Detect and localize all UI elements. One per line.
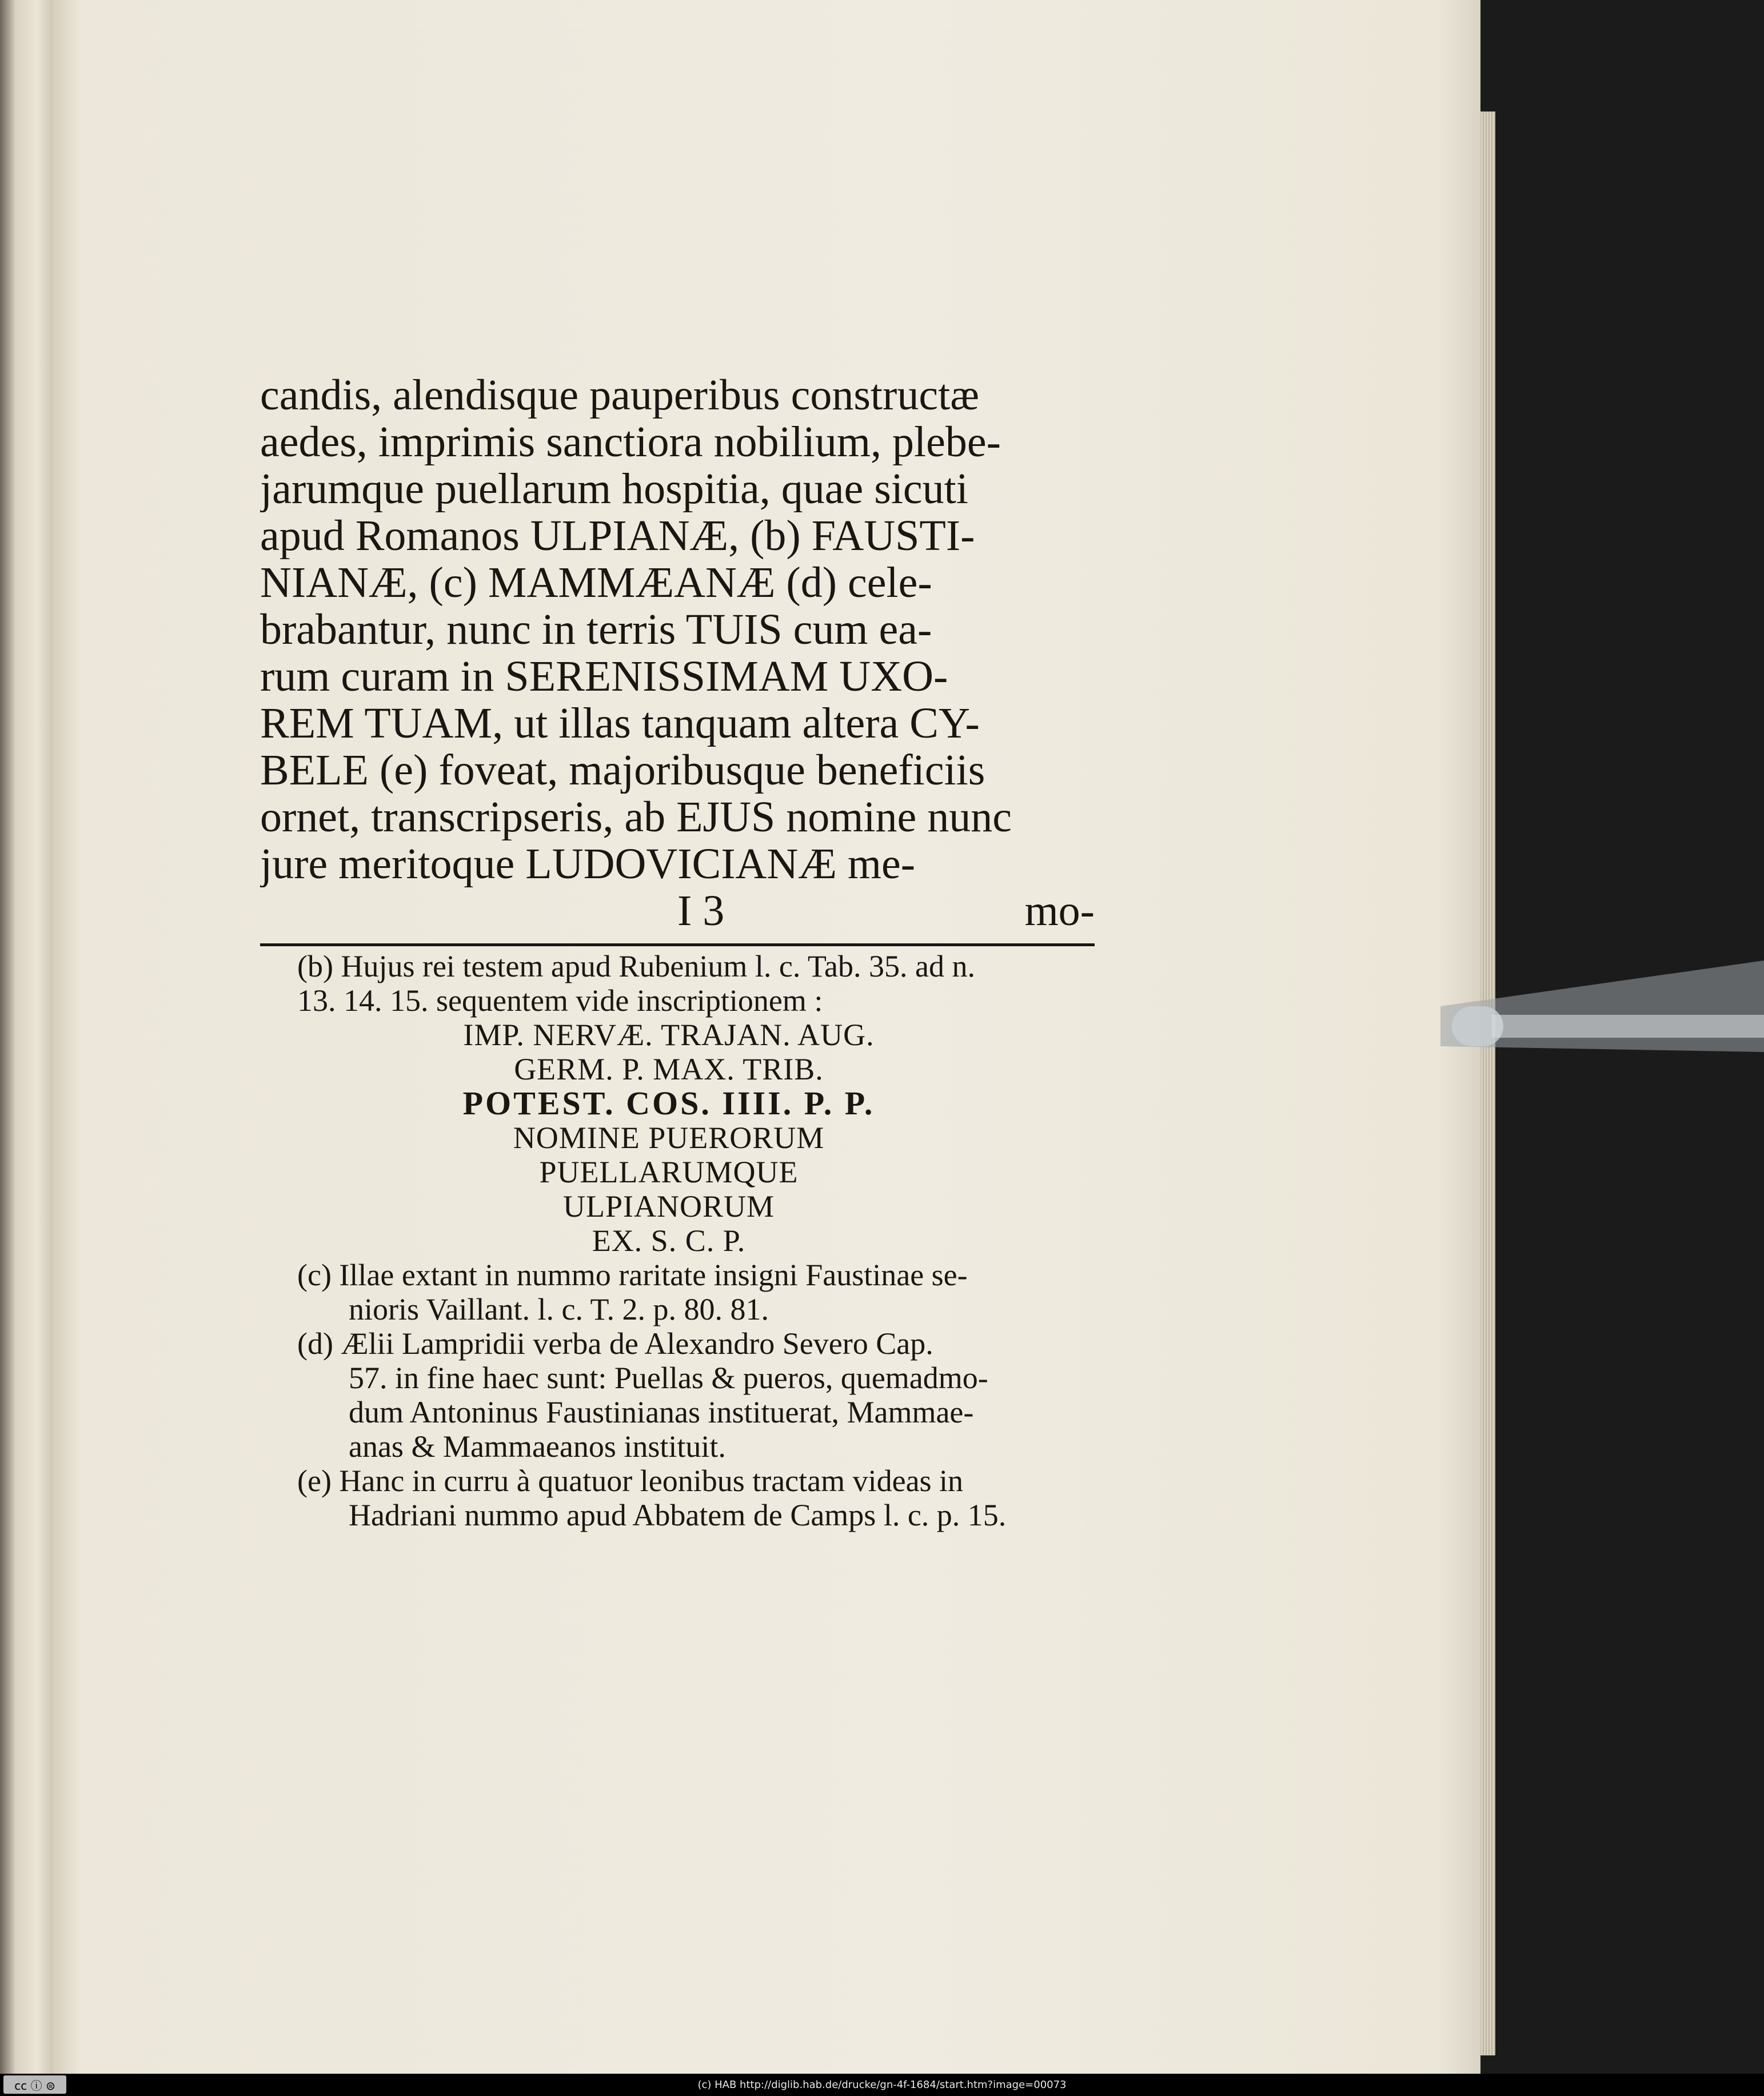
text-line: REM TUAM, ut illas tanquam altera CY- <box>260 700 980 747</box>
text-line: aedes, imprimis sanctiora nobilium, plebe- <box>260 419 1001 465</box>
text-line: brabantur, nunc in terris TUIS cum ea- <box>260 606 932 653</box>
signature-line <box>260 887 1095 934</box>
footnote-line: (e) Hanc in curru à quatuor leonibus tractam videas in <box>297 1464 964 1498</box>
license-badge[interactable]: cc ⓘ ⊜ <box>3 2075 66 2094</box>
inscription-line: ULPIANORUM <box>562 1189 775 1224</box>
main-text-block <box>260 372 1095 934</box>
footnote-rule <box>260 943 1095 946</box>
inscription-line: PUELLARUMQUE <box>539 1155 799 1189</box>
footnote-line: (d) Ælii Lampridii verba de Alexandro Severo Cap. <box>297 1326 933 1361</box>
footnote-line: dum Antoninus Faustinianas instituerat, Mammae- <box>349 1395 974 1429</box>
inscription-line: NOMINE PUERORUM <box>513 1121 825 1155</box>
inscription-line: EX. S. C. P. <box>592 1224 746 1258</box>
text-line: jarumque puellarum hospitia, quae sicuti <box>260 465 968 512</box>
footer-credit: (c) HAB http://diglib.hab.de/drucke/gn-4f-1684/start.htm?image=00073 <box>697 2079 1067 2091</box>
footnote-line: nioris Vaillant. l. c. T. 2. p. 80. 81. <box>349 1292 769 1326</box>
catchword: mo- <box>1024 887 1095 935</box>
text-line: ornet, transcripseris, ab EJUS nomine nunc <box>260 794 1012 840</box>
text-line: BELE (e) foveat, majoribusque beneficiis <box>260 747 985 794</box>
text-line: jure meritoque LUDOVICIANÆ me- <box>260 840 916 887</box>
text-line: apud Romanos ULPIANÆ, (b) FAUSTI- <box>260 512 975 559</box>
inscription-line: GERM. P. MAX. TRIB. <box>514 1052 824 1086</box>
page-stack-edge <box>1480 111 1495 2055</box>
inscription-line: POTEST. COS. IIII. P. P. <box>462 1085 875 1122</box>
footnote-line: 57. in fine haec sunt: Puellas & pueros, quemadmo- <box>349 1361 988 1395</box>
footnote-line: (b) Hujus rei testem apud Rubenium l. c. Tab. 35. ad n. <box>297 949 975 983</box>
text-line: NIANÆ, (c) MAMMÆANÆ (d) cele- <box>260 559 932 606</box>
left-page-edge <box>0 0 53 2074</box>
inscription-line: IMP. NERVÆ. TRAJAN. AUG. <box>463 1018 875 1052</box>
footnotes <box>297 949 1097 1532</box>
text-line: rum curam in SERENISSIMAM UXO- <box>260 653 948 700</box>
footnote-line: anas & Mammaeanos instituit. <box>349 1429 726 1464</box>
footnote-line: Hadriani nummo apud Abbatem de Camps l. c. p. 15. <box>349 1498 1007 1532</box>
footnote-line: 13. 14. 15. sequentem vide inscriptionem : <box>297 983 823 1018</box>
signature-mark: I 3 <box>677 887 725 935</box>
footnote-line: (c) Illae extant in nummo raritate insigni Faustinae se- <box>297 1258 968 1292</box>
text-line: candis, alendisque pauperibus constructæ <box>260 372 979 419</box>
